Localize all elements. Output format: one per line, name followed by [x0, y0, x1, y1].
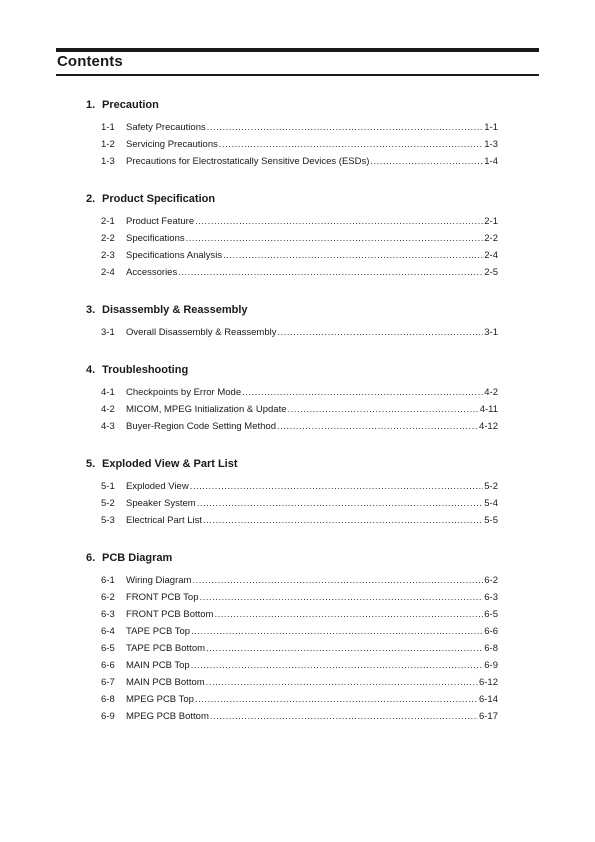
entry-page-number: 5-5: [484, 515, 498, 526]
entry-page-number: 6-8: [484, 643, 498, 654]
section-heading[interactable]: [86, 363, 498, 377]
section-title: Troubleshooting: [102, 364, 189, 376]
entry-number: 6-9: [101, 711, 115, 722]
toc-entry[interactable]: [101, 476, 498, 493]
entry-page-number: 1-3: [484, 139, 498, 150]
toc-entry[interactable]: [101, 399, 498, 416]
section-title: Exploded View & Part List: [102, 458, 238, 470]
entry-number: 4-1: [101, 387, 115, 398]
entry-page-number: 3-1: [484, 327, 498, 338]
entry-page-number: 2-4: [484, 250, 498, 261]
entry-page-number: 4-11: [479, 404, 498, 415]
toc-entry[interactable]: [101, 570, 498, 587]
dot-leader: [191, 626, 483, 638]
toc-section: [86, 98, 498, 168]
entry-number: 2-4: [101, 267, 115, 278]
toc-section: [86, 363, 498, 433]
toc-entry[interactable]: [101, 638, 498, 655]
entry-list: [86, 476, 498, 527]
entry-number: 4-2: [101, 404, 115, 415]
entry-page-number: 6-5: [484, 609, 498, 620]
entry-page-number: 6-9: [484, 660, 498, 671]
toc-entry[interactable]: [101, 382, 498, 399]
entry-list: [86, 570, 498, 723]
toc-entry[interactable]: [101, 621, 498, 638]
entry-title: Exploded View: [126, 481, 189, 492]
dot-leader: [207, 122, 484, 134]
entry-title: Product Feature: [126, 216, 195, 227]
entry-title: Electrical Part List: [126, 515, 203, 526]
toc-entry[interactable]: [101, 262, 498, 279]
entry-list: [86, 322, 498, 339]
section-title: PCB Diagram: [102, 552, 173, 564]
dot-leader: [200, 592, 484, 604]
top-rule: [56, 48, 539, 52]
entry-title: TAPE PCB Bottom: [126, 643, 206, 654]
section-heading[interactable]: [86, 457, 498, 471]
entry-page-number: 6-12: [478, 677, 498, 688]
dot-leader: [206, 643, 483, 655]
toc-section: [86, 457, 498, 527]
entry-number: 1-3: [101, 156, 115, 167]
dot-leader: [223, 250, 483, 262]
entry-title: MPEG PCB Bottom: [126, 711, 209, 722]
entry-number: 6-1: [101, 575, 115, 586]
entry-title: MICOM, MPEG Initialization & Update: [126, 404, 287, 415]
toc-entry[interactable]: [101, 655, 498, 672]
entry-title: FRONT PCB Top: [126, 592, 199, 603]
entry-title: Safety Precautions: [126, 122, 206, 133]
toc-entry[interactable]: [101, 245, 498, 262]
dot-leader: [192, 575, 483, 587]
dot-leader: [242, 387, 483, 399]
section-heading[interactable]: [86, 98, 498, 112]
dot-leader: [210, 711, 478, 723]
entry-page-number: 6-14: [478, 694, 498, 705]
toc-entry[interactable]: [101, 211, 498, 228]
entry-title: Checkpoints by Error Mode: [126, 387, 242, 398]
entry-title: Servicing Precautions: [126, 139, 218, 150]
dot-leader: [203, 515, 483, 527]
section-heading[interactable]: [86, 551, 498, 565]
toc-entry[interactable]: [101, 706, 498, 723]
toc-entry[interactable]: [101, 134, 498, 151]
entry-number: 6-3: [101, 609, 115, 620]
page-title: Contents: [57, 53, 123, 70]
dot-leader: [370, 156, 483, 168]
entry-title: MAIN PCB Bottom: [126, 677, 205, 688]
dot-leader: [288, 404, 479, 416]
entry-list: [86, 382, 498, 433]
section-number: 5.: [86, 458, 96, 470]
toc-entry[interactable]: [101, 587, 498, 604]
section-number: 4.: [86, 364, 96, 376]
entry-number: 2-3: [101, 250, 115, 261]
entry-number: 6-2: [101, 592, 115, 603]
dot-leader: [219, 139, 483, 151]
toc-entry[interactable]: [101, 493, 498, 510]
dot-leader: [186, 233, 484, 245]
toc-entry[interactable]: [101, 322, 498, 339]
entry-list: [86, 117, 498, 168]
section-number: 1.: [86, 99, 96, 111]
section-number: 2.: [86, 193, 96, 205]
entry-number: 2-1: [101, 216, 115, 227]
entry-title: TAPE PCB Top: [126, 626, 191, 637]
toc-section: [86, 303, 498, 339]
entry-page-number: 1-4: [484, 156, 498, 167]
section-title: Disassembly & Reassembly: [102, 304, 248, 316]
entry-number: 6-8: [101, 694, 115, 705]
entry-page-number: 4-12: [478, 421, 498, 432]
entry-title: FRONT PCB Bottom: [126, 609, 214, 620]
entry-number: 3-1: [101, 327, 115, 338]
entry-title: Wiring Diagram: [126, 575, 192, 586]
dot-leader: [277, 421, 478, 433]
entry-number: 1-2: [101, 139, 115, 150]
entry-number: 4-3: [101, 421, 115, 432]
toc-entry[interactable]: [101, 416, 498, 433]
entry-page-number: 6-17: [478, 711, 498, 722]
section-number: 3.: [86, 304, 96, 316]
entry-number: 6-7: [101, 677, 115, 688]
entry-page-number: 6-2: [484, 575, 498, 586]
entry-page-number: 6-3: [484, 592, 498, 603]
entry-list: [86, 211, 498, 279]
toc-entry[interactable]: [101, 510, 498, 527]
entry-page-number: 5-2: [484, 481, 498, 492]
entry-page-number: 6-6: [484, 626, 498, 637]
section-title: Precaution: [102, 99, 159, 111]
section-heading[interactable]: [86, 303, 498, 317]
entry-number: 6-6: [101, 660, 115, 671]
entry-number: 5-2: [101, 498, 115, 509]
entry-page-number: 2-5: [484, 267, 498, 278]
dot-leader: [206, 677, 478, 689]
dot-leader: [195, 216, 483, 228]
toc-entry[interactable]: [101, 672, 498, 689]
entry-title: Specifications: [126, 233, 185, 244]
section-title: Product Specification: [102, 193, 216, 205]
entry-number: 2-2: [101, 233, 115, 244]
entry-number: 1-1: [101, 122, 115, 133]
entry-title: Speaker System: [126, 498, 196, 509]
entry-page-number: 2-2: [484, 233, 498, 244]
toc-entry[interactable]: [101, 151, 498, 168]
dot-leader: [178, 267, 483, 279]
dot-leader: [197, 498, 484, 510]
entry-number: 5-1: [101, 481, 115, 492]
entry-number: 6-4: [101, 626, 115, 637]
entry-number: 6-5: [101, 643, 115, 654]
entry-title: MAIN PCB Top: [126, 660, 190, 671]
toc-section: [86, 551, 498, 723]
entry-page-number: 1-1: [484, 122, 498, 133]
entry-page-number: 4-2: [484, 387, 498, 398]
entry-page-number: 2-1: [484, 216, 498, 227]
dot-leader: [214, 609, 483, 621]
toc-entry[interactable]: [101, 689, 498, 706]
entry-title: Specifications Analysis: [126, 250, 223, 261]
section-number: 6.: [86, 552, 96, 564]
dot-leader: [191, 660, 484, 672]
toc-entry[interactable]: [101, 228, 498, 245]
entry-title: MPEG PCB Top: [126, 694, 194, 705]
entry-page-number: 5-4: [484, 498, 498, 509]
dot-leader: [190, 481, 484, 493]
toc-entry[interactable]: [101, 604, 498, 621]
toc-entry[interactable]: [101, 117, 498, 134]
toc-section: [86, 192, 498, 279]
entry-title: Precautions for Electrostatically Sensitive Devices (ESDs): [126, 156, 370, 167]
title-rule: [56, 74, 539, 76]
entry-title: Overall Disassembly & Reassembly: [126, 327, 277, 338]
dot-leader: [195, 694, 478, 706]
table-of-contents: [86, 98, 498, 747]
entry-title: Accessories: [126, 267, 178, 278]
dot-leader: [277, 327, 483, 339]
entry-title: Buyer-Region Code Setting Method: [126, 421, 276, 432]
section-heading[interactable]: [86, 192, 498, 206]
entry-number: 5-3: [101, 515, 115, 526]
